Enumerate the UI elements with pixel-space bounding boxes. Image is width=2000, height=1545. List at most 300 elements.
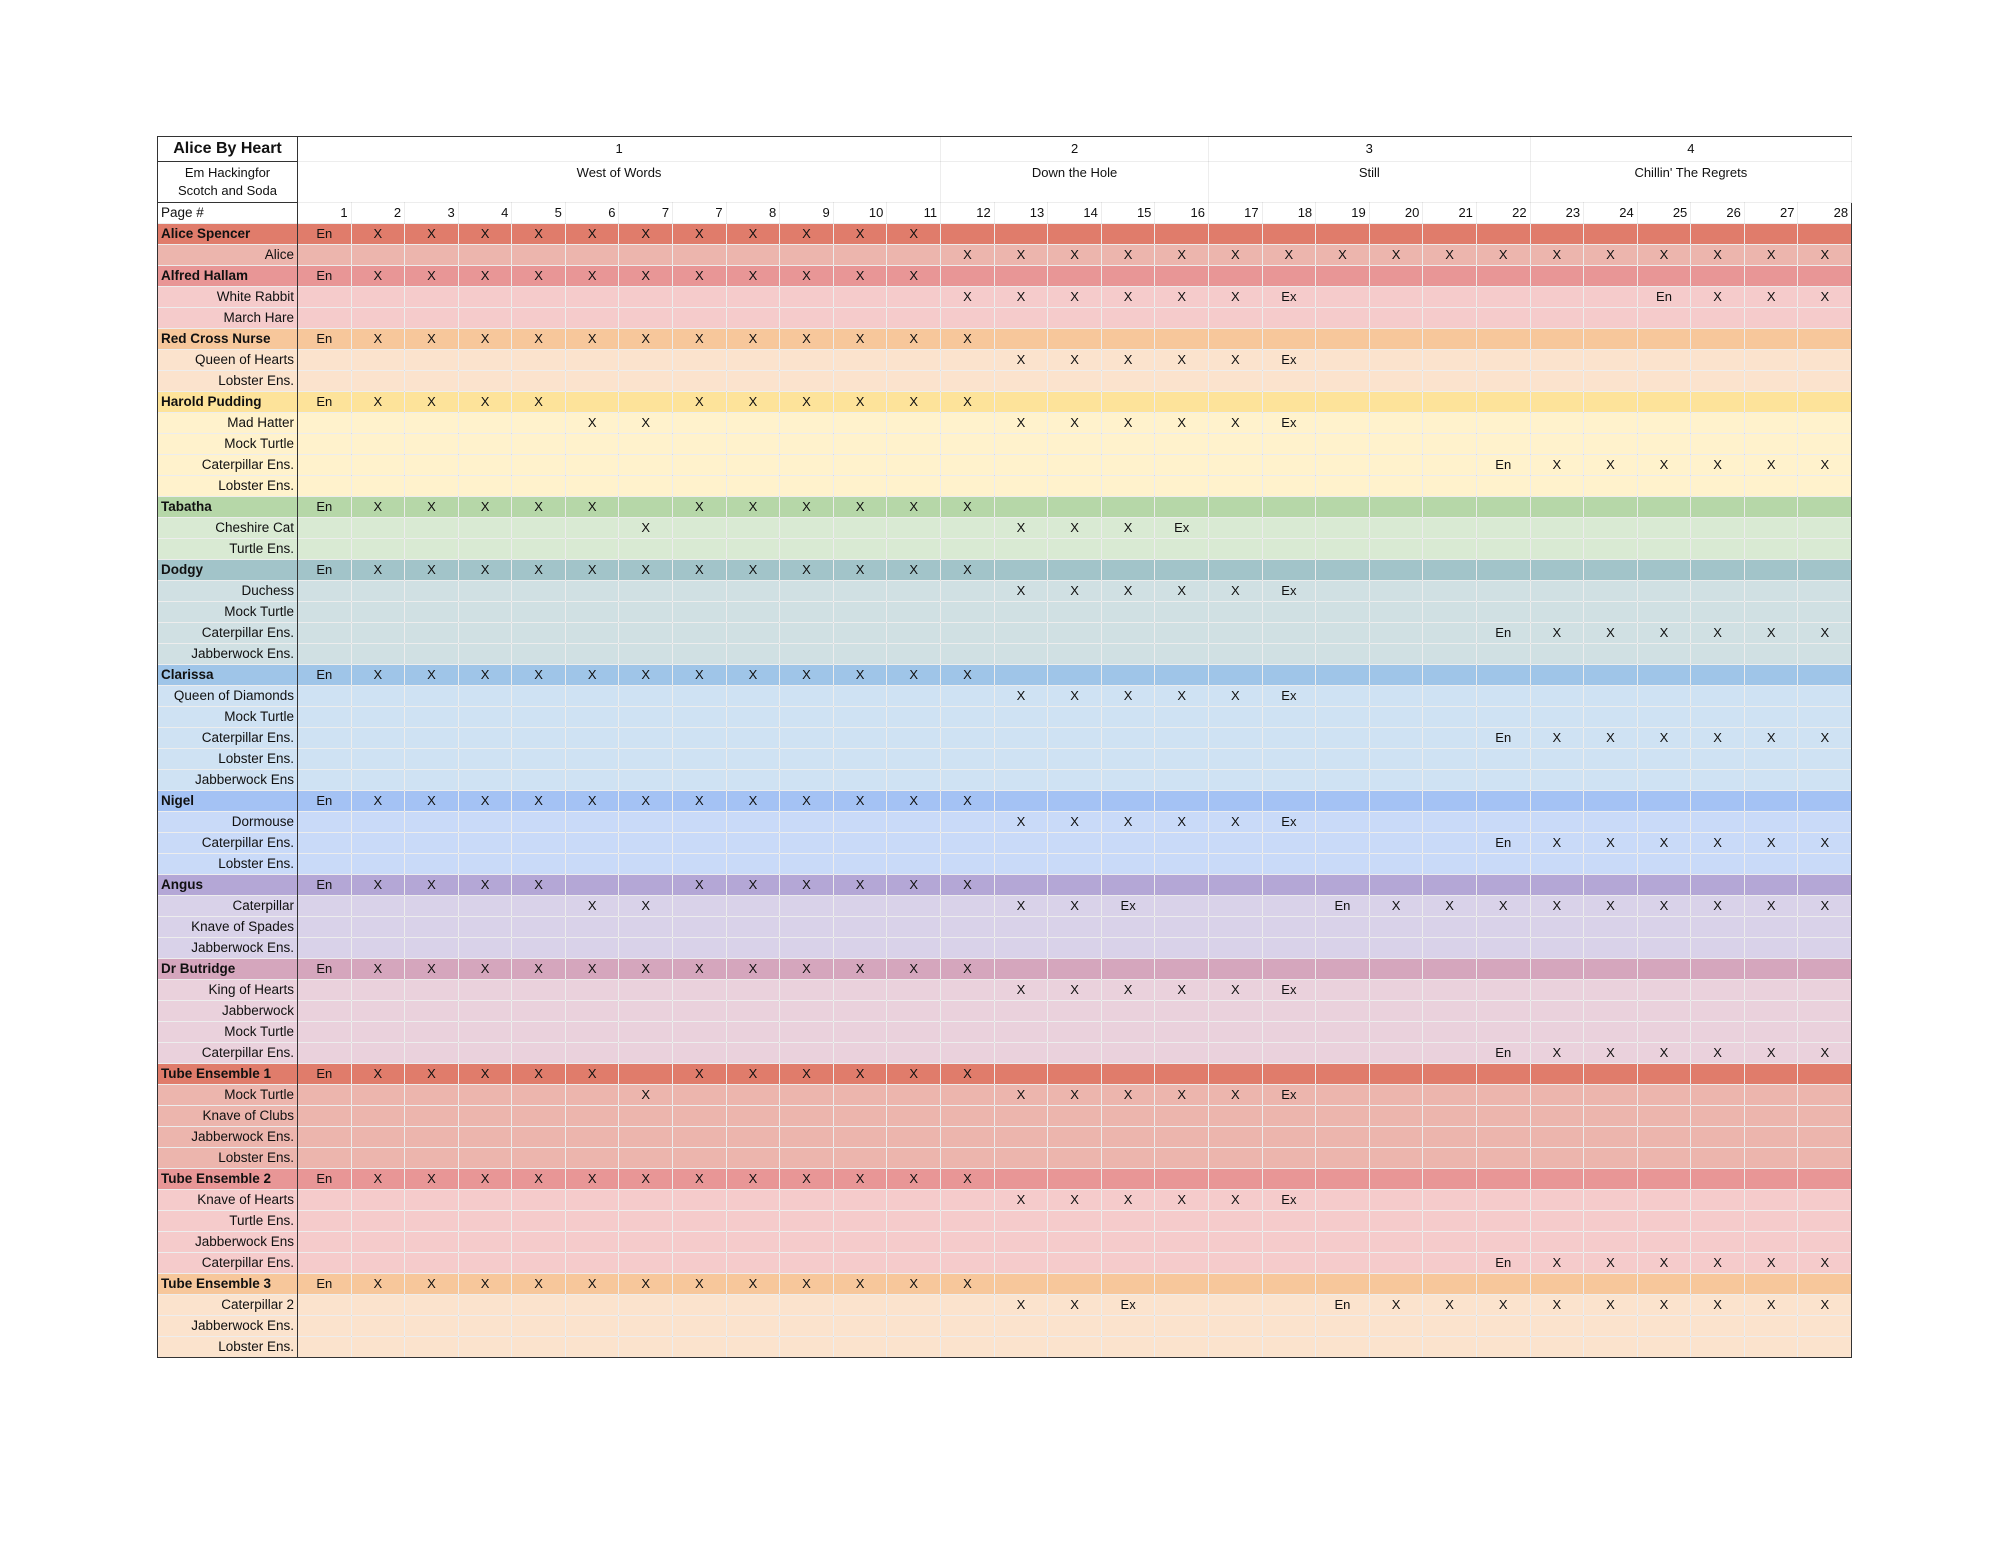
scene-cell bbox=[512, 686, 566, 707]
scene-cell bbox=[351, 1127, 405, 1148]
scene-cell bbox=[673, 455, 727, 476]
scene-cell bbox=[780, 1127, 834, 1148]
scene-cell bbox=[1637, 1190, 1691, 1211]
scene-cell bbox=[1101, 1001, 1155, 1022]
scene-cell: X bbox=[512, 1169, 566, 1190]
scene-cell bbox=[1048, 539, 1102, 560]
scene-cell: X bbox=[780, 224, 834, 245]
scene-cell bbox=[780, 1085, 834, 1106]
scene-cell: X bbox=[994, 1085, 1048, 1106]
scene-cell: Ex bbox=[1262, 686, 1316, 707]
scene-cell bbox=[726, 1211, 780, 1232]
scene-cell bbox=[619, 1106, 673, 1127]
scene-cell: X bbox=[673, 959, 727, 980]
scene-cell bbox=[1101, 224, 1155, 245]
scene-cell bbox=[1744, 371, 1798, 392]
scene-cell bbox=[994, 1022, 1048, 1043]
scene-cell: X bbox=[351, 791, 405, 812]
scene-cell bbox=[1530, 1211, 1584, 1232]
scene-cell bbox=[1637, 1127, 1691, 1148]
scene-cell bbox=[941, 728, 995, 749]
scene-cell bbox=[512, 1001, 566, 1022]
scene-cell bbox=[619, 455, 673, 476]
scene-cell: X bbox=[887, 329, 941, 350]
scene-cell: X bbox=[619, 791, 673, 812]
scene-cell bbox=[1316, 329, 1370, 350]
scene-cell bbox=[1476, 287, 1530, 308]
scene-cell bbox=[1584, 1211, 1638, 1232]
scene-cell bbox=[1423, 350, 1477, 371]
scene-cell: X bbox=[512, 665, 566, 686]
scene-cell bbox=[1691, 1001, 1745, 1022]
scene-cell bbox=[1209, 434, 1263, 455]
scene-cell bbox=[298, 518, 352, 539]
scene-cell bbox=[941, 476, 995, 497]
scene-cell bbox=[1744, 1211, 1798, 1232]
scene-cell bbox=[887, 707, 941, 728]
scene-cell bbox=[619, 371, 673, 392]
scene-cell bbox=[1637, 1064, 1691, 1085]
scene-cell: X bbox=[1048, 812, 1102, 833]
role-row bbox=[158, 707, 1852, 728]
scene-cell: X bbox=[619, 665, 673, 686]
scene-cell bbox=[405, 728, 459, 749]
scene-cell bbox=[994, 476, 1048, 497]
scene-cell bbox=[673, 1337, 727, 1358]
scene-cell bbox=[1691, 581, 1745, 602]
scene-cell bbox=[351, 770, 405, 791]
scene-cell bbox=[1798, 644, 1852, 665]
scene-cell bbox=[1262, 917, 1316, 938]
scene-cell bbox=[941, 1127, 995, 1148]
scene-cell bbox=[941, 1190, 995, 1211]
page-number: 25 bbox=[1637, 203, 1691, 224]
page-number: 8 bbox=[726, 203, 780, 224]
scene-cell bbox=[726, 707, 780, 728]
scene-cell bbox=[1584, 371, 1638, 392]
scene-cell bbox=[298, 686, 352, 707]
scene-cell bbox=[1584, 707, 1638, 728]
scene-cell bbox=[833, 1337, 887, 1358]
scene-cell bbox=[1423, 1064, 1477, 1085]
scene-cell bbox=[512, 1316, 566, 1337]
scene-cell bbox=[1530, 329, 1584, 350]
role-row bbox=[158, 938, 1852, 959]
scene-cell: X bbox=[405, 1274, 459, 1295]
scene-cell: X bbox=[1530, 1043, 1584, 1064]
scene-cell bbox=[1798, 665, 1852, 686]
scene-cell bbox=[298, 581, 352, 602]
scene-cell bbox=[1744, 1022, 1798, 1043]
role-name: March Hare bbox=[158, 308, 298, 329]
scene-cell bbox=[1798, 1274, 1852, 1295]
scene-cell bbox=[1262, 1106, 1316, 1127]
scene-cell bbox=[1798, 1064, 1852, 1085]
actor-row bbox=[158, 392, 1852, 413]
scene-cell: X bbox=[405, 791, 459, 812]
scene-cell bbox=[1476, 812, 1530, 833]
scene-cell: X bbox=[673, 875, 727, 896]
scene-cell bbox=[994, 917, 1048, 938]
scene-cell bbox=[298, 1253, 352, 1274]
scene-cell bbox=[1637, 665, 1691, 686]
scene-cell bbox=[405, 350, 459, 371]
scene-cell: X bbox=[1691, 728, 1745, 749]
scene-cell bbox=[1476, 854, 1530, 875]
scene-cell bbox=[780, 1190, 834, 1211]
scene-cell bbox=[833, 812, 887, 833]
scene-cell bbox=[1209, 917, 1263, 938]
scene-cell bbox=[994, 1253, 1048, 1274]
scene-cell bbox=[565, 245, 619, 266]
scene-cell bbox=[1423, 1085, 1477, 1106]
scene-cell: X bbox=[833, 791, 887, 812]
scene-cell bbox=[1316, 1085, 1370, 1106]
scene-cell: X bbox=[619, 896, 673, 917]
scene-cell bbox=[405, 623, 459, 644]
role-row bbox=[158, 245, 1852, 266]
actor-name: Alfred Hallam bbox=[158, 266, 298, 287]
scene-cell bbox=[780, 728, 834, 749]
scene-cell: X bbox=[1262, 245, 1316, 266]
scene-cell bbox=[1476, 1274, 1530, 1295]
scene-cell bbox=[1798, 1022, 1852, 1043]
scene-cell bbox=[351, 1232, 405, 1253]
scene-cell bbox=[994, 224, 1048, 245]
scene-cell: X bbox=[780, 1274, 834, 1295]
scene-cell bbox=[1423, 287, 1477, 308]
scene-cell bbox=[1423, 791, 1477, 812]
page-label: Page # bbox=[158, 203, 298, 224]
role-row bbox=[158, 1022, 1852, 1043]
scene-cell bbox=[1798, 308, 1852, 329]
song-title: Chillin' The Regrets bbox=[1530, 162, 1852, 203]
scene-cell bbox=[1691, 665, 1745, 686]
scene-cell bbox=[780, 1043, 834, 1064]
scene-cell: X bbox=[458, 959, 512, 980]
scene-cell bbox=[673, 1190, 727, 1211]
scene-cell bbox=[1209, 728, 1263, 749]
scene-cell: X bbox=[1744, 833, 1798, 854]
scene-cell bbox=[833, 770, 887, 791]
page-number: 13 bbox=[994, 203, 1048, 224]
scene-cell bbox=[1798, 497, 1852, 518]
scene-cell: X bbox=[726, 560, 780, 581]
scene-cell bbox=[1316, 959, 1370, 980]
scene-cell bbox=[1476, 665, 1530, 686]
scene-cell bbox=[1101, 371, 1155, 392]
scene-cell bbox=[887, 413, 941, 434]
scene-cell bbox=[780, 707, 834, 728]
scene-cell bbox=[298, 476, 352, 497]
scene-cell bbox=[833, 434, 887, 455]
scene-cell bbox=[1744, 476, 1798, 497]
role-name: Knave of Hearts bbox=[158, 1190, 298, 1211]
role-name: Turtle Ens. bbox=[158, 539, 298, 560]
scene-cell bbox=[619, 875, 673, 896]
scene-cell bbox=[673, 707, 727, 728]
scene-cell bbox=[351, 1295, 405, 1316]
scene-cell: X bbox=[673, 266, 727, 287]
scene-cell bbox=[780, 917, 834, 938]
scene-cell: X bbox=[673, 329, 727, 350]
scene-cell bbox=[1048, 959, 1102, 980]
scene-cell bbox=[1155, 623, 1209, 644]
scene-cell bbox=[1744, 434, 1798, 455]
scene-cell bbox=[458, 1232, 512, 1253]
scene-cell bbox=[726, 413, 780, 434]
scene-cell: X bbox=[458, 1064, 512, 1085]
scene-cell: X bbox=[887, 560, 941, 581]
scene-cell: X bbox=[458, 266, 512, 287]
scene-cell bbox=[1530, 602, 1584, 623]
scene-cell bbox=[512, 644, 566, 665]
scene-cell bbox=[1316, 1316, 1370, 1337]
scene-cell bbox=[1530, 938, 1584, 959]
scene-cell bbox=[351, 980, 405, 1001]
scene-cell: X bbox=[1209, 287, 1263, 308]
scene-cell: X bbox=[1101, 350, 1155, 371]
scene-cell bbox=[619, 497, 673, 518]
scene-cell bbox=[673, 1148, 727, 1169]
scene-cell bbox=[941, 644, 995, 665]
scene-cell: X bbox=[941, 1274, 995, 1295]
scene-cell bbox=[1637, 518, 1691, 539]
scene-cell: En bbox=[298, 791, 352, 812]
scene-cell bbox=[565, 1127, 619, 1148]
scene-cell bbox=[673, 686, 727, 707]
scene-cell bbox=[1369, 980, 1423, 1001]
role-name: Knave of Spades bbox=[158, 917, 298, 938]
scene-cell bbox=[833, 833, 887, 854]
scene-cell: X bbox=[673, 1169, 727, 1190]
scene-cell bbox=[1155, 959, 1209, 980]
scene-cell bbox=[1369, 644, 1423, 665]
scene-cell bbox=[833, 413, 887, 434]
scene-cell bbox=[1262, 1043, 1316, 1064]
scene-cell: X bbox=[941, 875, 995, 896]
scene-cell bbox=[405, 1106, 459, 1127]
role-name: Lobster Ens. bbox=[158, 854, 298, 875]
scene-cell bbox=[512, 1085, 566, 1106]
scene-cell bbox=[1476, 1211, 1530, 1232]
scene-cell bbox=[1369, 497, 1423, 518]
scene-cell bbox=[512, 770, 566, 791]
scene-cell: X bbox=[994, 980, 1048, 1001]
scene-cell bbox=[1476, 1190, 1530, 1211]
scene-cell bbox=[1637, 1001, 1691, 1022]
scene-cell: X bbox=[1155, 350, 1209, 371]
role-name: Jabberwock Ens. bbox=[158, 938, 298, 959]
scene-cell bbox=[405, 308, 459, 329]
scene-cell bbox=[1476, 413, 1530, 434]
scene-cell bbox=[619, 581, 673, 602]
scene-cell bbox=[351, 518, 405, 539]
scene-cell bbox=[1530, 224, 1584, 245]
scene-cell bbox=[1423, 980, 1477, 1001]
scene-cell bbox=[994, 434, 1048, 455]
scene-cell bbox=[1691, 1148, 1745, 1169]
scene-cell bbox=[726, 1148, 780, 1169]
role-name: Lobster Ens. bbox=[158, 1337, 298, 1358]
scene-cell: X bbox=[1637, 455, 1691, 476]
scene-cell: X bbox=[1637, 1295, 1691, 1316]
scene-cell bbox=[351, 812, 405, 833]
scene-cell bbox=[1744, 1106, 1798, 1127]
scene-cell bbox=[673, 1043, 727, 1064]
scene-cell bbox=[833, 707, 887, 728]
scene-cell bbox=[1369, 434, 1423, 455]
scene-cell: X bbox=[887, 497, 941, 518]
scene-cell bbox=[1691, 539, 1745, 560]
scene-cell bbox=[1155, 560, 1209, 581]
scene-cell: X bbox=[1155, 581, 1209, 602]
scene-cell bbox=[1423, 1148, 1477, 1169]
scene-cell bbox=[1744, 959, 1798, 980]
scene-cell: X bbox=[1155, 1085, 1209, 1106]
scene-cell: X bbox=[512, 959, 566, 980]
scene-cell bbox=[1691, 791, 1745, 812]
scene-cell bbox=[833, 287, 887, 308]
scene-cell bbox=[887, 1148, 941, 1169]
scene-cell bbox=[1423, 308, 1477, 329]
scene-cell bbox=[1209, 854, 1263, 875]
scene-cell bbox=[405, 896, 459, 917]
scene-cell bbox=[833, 581, 887, 602]
scene-cell bbox=[1691, 770, 1745, 791]
scene-cell bbox=[512, 896, 566, 917]
role-row bbox=[158, 770, 1852, 791]
scene-cell: En bbox=[1316, 896, 1370, 917]
page-number: 4 bbox=[458, 203, 512, 224]
scene-cell bbox=[1798, 791, 1852, 812]
scene-cell bbox=[405, 1001, 459, 1022]
scene-cell: En bbox=[1316, 1295, 1370, 1316]
scene-cell: X bbox=[1209, 245, 1263, 266]
scene-cell bbox=[833, 854, 887, 875]
scene-cell bbox=[673, 287, 727, 308]
scene-cell bbox=[780, 938, 834, 959]
scene-cell bbox=[405, 581, 459, 602]
scene-cell bbox=[726, 1337, 780, 1358]
scene-cell bbox=[1584, 392, 1638, 413]
scene-cell bbox=[298, 854, 352, 875]
scene-cell: X bbox=[512, 329, 566, 350]
scene-cell bbox=[941, 581, 995, 602]
scene-cell bbox=[1691, 686, 1745, 707]
scene-cell bbox=[512, 308, 566, 329]
scene-cell bbox=[1369, 728, 1423, 749]
scene-cell bbox=[1584, 308, 1638, 329]
scene-cell bbox=[780, 350, 834, 371]
scene-cell bbox=[1262, 1169, 1316, 1190]
scene-cell bbox=[1048, 1253, 1102, 1274]
scene-cell: X bbox=[565, 959, 619, 980]
scene-cell bbox=[1476, 539, 1530, 560]
scene-cell bbox=[1584, 350, 1638, 371]
scene-cell bbox=[1155, 308, 1209, 329]
scene-cell bbox=[1209, 266, 1263, 287]
scene-cell bbox=[298, 770, 352, 791]
scene-cell: X bbox=[941, 560, 995, 581]
scene-cell bbox=[298, 1085, 352, 1106]
scene-cell bbox=[1209, 560, 1263, 581]
scene-cell bbox=[887, 1043, 941, 1064]
scene-cell bbox=[1369, 1106, 1423, 1127]
scene-cell bbox=[458, 1022, 512, 1043]
scene-cell bbox=[887, 539, 941, 560]
scene-cell bbox=[1637, 644, 1691, 665]
scene-cell bbox=[1316, 371, 1370, 392]
scene-cell bbox=[833, 749, 887, 770]
scene-cell bbox=[1101, 266, 1155, 287]
scene-cell bbox=[405, 749, 459, 770]
scene-cell bbox=[994, 1169, 1048, 1190]
scene-cell bbox=[458, 1295, 512, 1316]
scene-cell bbox=[1369, 602, 1423, 623]
scene-cell: X bbox=[941, 1169, 995, 1190]
scene-cell bbox=[1101, 497, 1155, 518]
role-name: Dormouse bbox=[158, 812, 298, 833]
scene-cell bbox=[1798, 917, 1852, 938]
scene-cell bbox=[994, 665, 1048, 686]
scene-cell bbox=[1637, 686, 1691, 707]
scene-cell bbox=[833, 1253, 887, 1274]
scene-cell: X bbox=[405, 560, 459, 581]
scene-cell bbox=[1262, 1337, 1316, 1358]
scene-cell: X bbox=[565, 329, 619, 350]
scene-cell bbox=[512, 539, 566, 560]
scene-cell: X bbox=[1584, 1043, 1638, 1064]
scene-cell bbox=[1369, 1337, 1423, 1358]
scene-cell bbox=[1048, 854, 1102, 875]
scene-cell bbox=[994, 392, 1048, 413]
scene-cell: X bbox=[941, 497, 995, 518]
scene-cell bbox=[1316, 791, 1370, 812]
scene-cell bbox=[833, 686, 887, 707]
scene-cell bbox=[780, 413, 834, 434]
scene-cell bbox=[1316, 581, 1370, 602]
scene-cell bbox=[1369, 1064, 1423, 1085]
scene-cell: X bbox=[565, 497, 619, 518]
scene-cell bbox=[1101, 392, 1155, 413]
scene-cell: X bbox=[726, 959, 780, 980]
scene-cell bbox=[1048, 770, 1102, 791]
scene-cell bbox=[458, 1001, 512, 1022]
scene-cell bbox=[565, 539, 619, 560]
scene-cell bbox=[887, 1253, 941, 1274]
scene-cell bbox=[1691, 1127, 1745, 1148]
scene-cell: X bbox=[833, 560, 887, 581]
scene-cell bbox=[1691, 875, 1745, 896]
scene-cell bbox=[1369, 1148, 1423, 1169]
scene-cell: X bbox=[887, 1169, 941, 1190]
scene-cell bbox=[941, 539, 995, 560]
scene-cell bbox=[1637, 854, 1691, 875]
scene-cell bbox=[405, 1085, 459, 1106]
scene-cell: X bbox=[405, 329, 459, 350]
scene-cell bbox=[1691, 602, 1745, 623]
scene-cell bbox=[1316, 728, 1370, 749]
scene-cell bbox=[941, 1295, 995, 1316]
scene-cell bbox=[1316, 1169, 1370, 1190]
scene-cell bbox=[1691, 1085, 1745, 1106]
scene-cell: X bbox=[780, 497, 834, 518]
scene-cell bbox=[887, 518, 941, 539]
scene-cell bbox=[1048, 1043, 1102, 1064]
scene-cell: X bbox=[1798, 1295, 1852, 1316]
scene-cell: X bbox=[1209, 980, 1263, 1001]
